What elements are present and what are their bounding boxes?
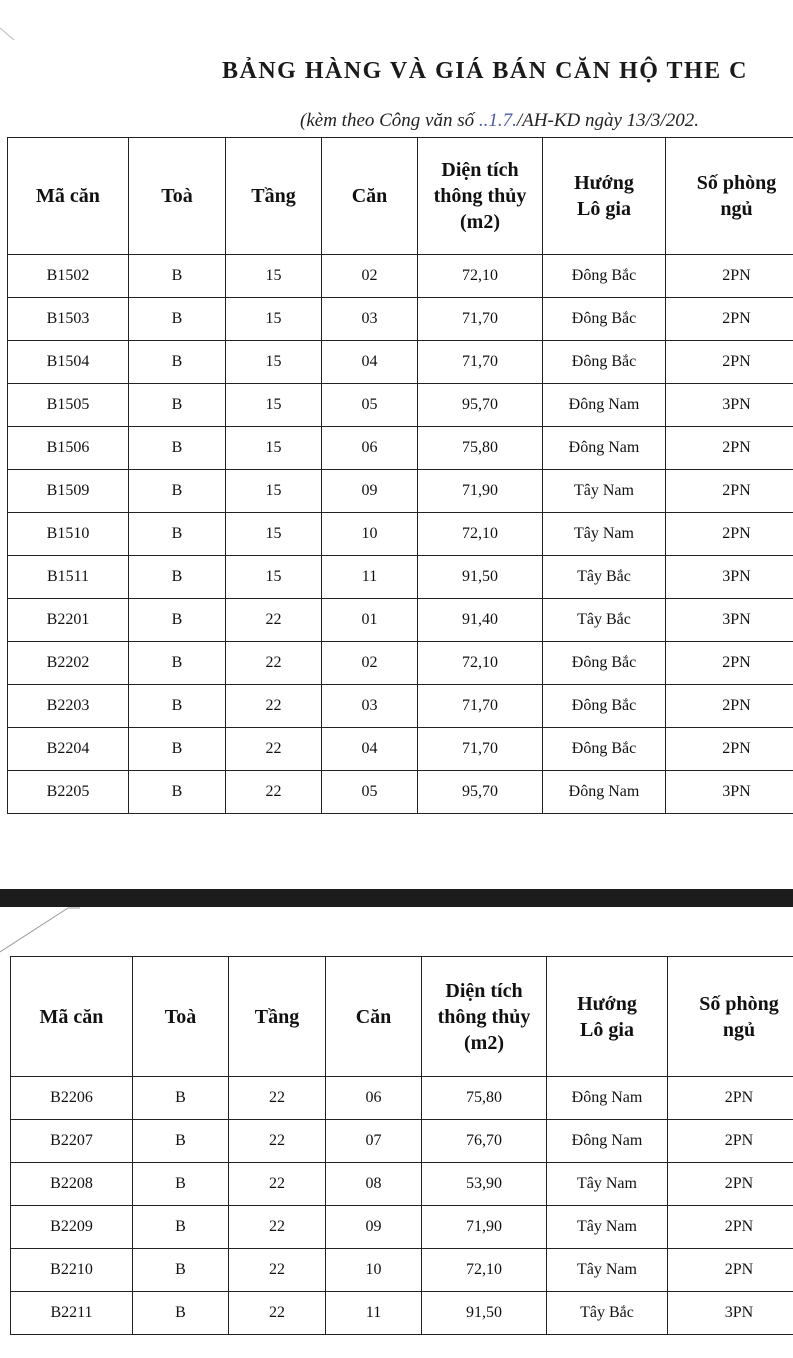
cell-ma-can: B2205 (8, 771, 129, 814)
cell-ma-can: B2210 (11, 1249, 133, 1292)
cell-tang: 15 (226, 556, 322, 599)
header-ma-can (11, 957, 133, 1077)
cell-huong-lo-gia: Đông Nam (547, 1077, 668, 1120)
cell-ma-can: B1511 (8, 556, 129, 599)
header-so-phong-ngu (666, 138, 793, 255)
header-line: Lô gia (577, 198, 631, 220)
table-row (11, 1249, 793, 1292)
cell-so-phong-ngu: 2PN (668, 1077, 793, 1120)
cell-huong-lo-gia: Đông Bắc (543, 685, 666, 728)
table-body (11, 1077, 793, 1335)
cell-ma-can: B1504 (8, 341, 129, 384)
cell-so-phong-ngu: 2PN (666, 427, 793, 470)
cell-so-phong-ngu: 2PN (666, 470, 793, 513)
cell-huong-lo-gia: Tây Nam (543, 470, 666, 513)
cell-dien-tich: 53,90 (422, 1163, 547, 1206)
cell-huong-lo-gia: Đông Bắc (543, 298, 666, 341)
cell-huong-lo-gia: Đông Nam (543, 427, 666, 470)
header-line: Tầng (254, 1005, 300, 1028)
cell-huong-lo-gia: Đông Nam (543, 384, 666, 427)
cell-tang: 15 (226, 513, 322, 556)
header-line: Mã căn (36, 185, 100, 207)
cell-toa: B (129, 642, 226, 685)
table-row (8, 728, 793, 771)
cell-tang: 22 (226, 599, 322, 642)
page-gap (0, 819, 793, 889)
cell-can: 09 (326, 1206, 422, 1249)
table-row (8, 298, 793, 341)
cell-tang: 15 (226, 470, 322, 513)
cell-huong-lo-gia: Tây Nam (547, 1206, 668, 1249)
cell-tang: 22 (229, 1292, 326, 1335)
cell-can: 07 (326, 1120, 422, 1163)
cell-so-phong-ngu: 2PN (668, 1206, 793, 1249)
cell-tang: 22 (226, 685, 322, 728)
cell-toa: B (129, 255, 226, 298)
table-row (8, 771, 793, 814)
table-row (8, 427, 793, 470)
cell-can: 03 (322, 298, 418, 341)
cell-huong-lo-gia: Đông Bắc (543, 341, 666, 384)
cell-so-phong-ngu: 2PN (666, 298, 793, 341)
cell-tang: 22 (226, 728, 322, 771)
cell-toa: B (129, 771, 226, 814)
document-subtitle (300, 110, 699, 132)
cell-ma-can: B1506 (8, 427, 129, 470)
cell-huong-lo-gia: Tây Bắc (543, 556, 666, 599)
header-line: Căn (351, 185, 388, 207)
cell-so-phong-ngu: 2PN (666, 255, 793, 298)
cell-toa: B (133, 1077, 229, 1120)
cell-so-phong-ngu: 2PN (666, 642, 793, 685)
cell-can: 04 (322, 341, 418, 384)
cell-toa: B (129, 427, 226, 470)
cell-can: 05 (322, 384, 418, 427)
cell-ma-can: B2206 (11, 1077, 133, 1120)
cell-toa: B (133, 1206, 229, 1249)
header-line: ngủ (720, 198, 753, 220)
cell-ma-can: B2201 (8, 599, 129, 642)
cell-toa: B (129, 685, 226, 728)
cell-can: 01 (322, 599, 418, 642)
cell-can: 05 (322, 771, 418, 814)
header-line: Căn (355, 1005, 392, 1028)
cell-so-phong-ngu: 2PN (666, 341, 793, 384)
cell-toa: B (133, 1163, 229, 1206)
cell-huong-lo-gia: Tây Nam (543, 513, 666, 556)
header-toa (129, 138, 226, 255)
cell-so-phong-ngu: 2PN (666, 513, 793, 556)
table-row (11, 1292, 793, 1335)
table-row (8, 384, 793, 427)
cell-dien-tich: 75,80 (422, 1077, 547, 1120)
cell-toa: B (129, 384, 226, 427)
cell-can: 02 (322, 642, 418, 685)
table-row (11, 1120, 793, 1163)
cell-dien-tich: 71,90 (422, 1206, 547, 1249)
document-title: BẢNG HÀNG VÀ GIÁ BÁN CĂN HỘ THE C (222, 58, 748, 84)
cell-dien-tich: 71,70 (418, 298, 543, 341)
cell-dien-tich: 76,70 (422, 1120, 547, 1163)
header-tang (226, 138, 322, 255)
header-line: (m2) (464, 1031, 504, 1054)
cell-dien-tich: 72,10 (418, 513, 543, 556)
page-divider (0, 889, 793, 907)
cell-so-phong-ngu: 2PN (666, 685, 793, 728)
cell-dien-tich: 72,10 (418, 642, 543, 685)
cell-can: 10 (326, 1249, 422, 1292)
cell-dien-tich: 91,50 (422, 1292, 547, 1335)
table-row (8, 255, 793, 298)
header-line: thông thủy (437, 1005, 531, 1028)
cell-tang: 22 (229, 1249, 326, 1292)
header-line: Diện tích (441, 159, 519, 181)
table-row (8, 556, 793, 599)
cell-ma-can: B1509 (8, 470, 129, 513)
header-dien-tich (422, 957, 547, 1077)
header-huong-lo-gia (547, 957, 668, 1077)
cell-dien-tich: 91,40 (418, 599, 543, 642)
header-tang (229, 957, 326, 1077)
cell-ma-can: B1505 (8, 384, 129, 427)
cell-dien-tich: 95,70 (418, 771, 543, 814)
table-row (11, 1163, 793, 1206)
cell-toa: B (133, 1120, 229, 1163)
cell-toa: B (129, 599, 226, 642)
table-header-row (11, 957, 793, 1077)
cell-toa: B (129, 341, 226, 384)
cell-huong-lo-gia: Đông Nam (547, 1120, 668, 1163)
cell-can: 06 (326, 1077, 422, 1120)
cell-dien-tich: 75,80 (418, 427, 543, 470)
header-line: Tầng (251, 185, 296, 207)
apartment-table-1 (7, 137, 793, 814)
cell-huong-lo-gia: Tây Nam (547, 1249, 668, 1292)
header-huong-lo-gia (543, 138, 666, 255)
table-row (8, 341, 793, 384)
table-row (8, 685, 793, 728)
cell-so-phong-ngu: 3PN (668, 1292, 793, 1335)
cell-can: 08 (326, 1163, 422, 1206)
table-row (8, 470, 793, 513)
cell-can: 02 (322, 255, 418, 298)
table-row (8, 642, 793, 685)
header-line: Số phòng (699, 992, 779, 1015)
cell-toa: B (129, 556, 226, 599)
page-corner-mark (0, 0, 30, 40)
header-can (322, 138, 418, 255)
header-line: Toà (164, 1005, 197, 1028)
cell-dien-tich: 71,70 (418, 685, 543, 728)
header-can (326, 957, 422, 1077)
cell-tang: 15 (226, 427, 322, 470)
cell-huong-lo-gia: Đông Bắc (543, 728, 666, 771)
cell-dien-tich: 72,10 (422, 1249, 547, 1292)
cell-tang: 15 (226, 298, 322, 341)
cell-dien-tich: 91,50 (418, 556, 543, 599)
header-line: Hướng (577, 992, 637, 1015)
cell-can: 04 (322, 728, 418, 771)
cell-so-phong-ngu: 3PN (666, 771, 793, 814)
cell-ma-can: B2203 (8, 685, 129, 728)
cell-toa: B (129, 728, 226, 771)
cell-huong-lo-gia: Đông Nam (543, 771, 666, 814)
cell-huong-lo-gia: Tây Bắc (547, 1292, 668, 1335)
cell-ma-can: B1503 (8, 298, 129, 341)
cell-can: 06 (322, 427, 418, 470)
cell-ma-can: B2208 (11, 1163, 133, 1206)
table-row (8, 599, 793, 642)
cell-dien-tich: 72,10 (418, 255, 543, 298)
cell-toa: B (133, 1249, 229, 1292)
cell-tang: 15 (226, 384, 322, 427)
cell-ma-can: B1502 (8, 255, 129, 298)
cell-can: 09 (322, 470, 418, 513)
table-header-row (8, 138, 793, 255)
table-body (8, 255, 793, 814)
subtitle-handwritten-number: ..1.7. (478, 110, 517, 131)
table-row (11, 1206, 793, 1249)
cell-ma-can: B2211 (11, 1292, 133, 1335)
cell-tang: 22 (229, 1120, 326, 1163)
cell-toa: B (129, 513, 226, 556)
cell-huong-lo-gia: Tây Nam (547, 1163, 668, 1206)
cell-tang: 22 (229, 1163, 326, 1206)
cell-so-phong-ngu: 2PN (668, 1249, 793, 1292)
header-toa (133, 957, 229, 1077)
cell-huong-lo-gia: Đông Bắc (543, 642, 666, 685)
table-row (11, 1077, 793, 1120)
cell-dien-tich: 71,70 (418, 341, 543, 384)
subtitle-prefix: (kèm theo Công văn số (300, 110, 479, 131)
cell-huong-lo-gia: Đông Bắc (543, 255, 666, 298)
cell-so-phong-ngu: 3PN (666, 384, 793, 427)
cell-can: 11 (322, 556, 418, 599)
cell-dien-tich: 71,70 (418, 728, 543, 771)
header-line: Mã căn (39, 1005, 104, 1028)
cell-can: 11 (326, 1292, 422, 1335)
cell-tang: 22 (229, 1077, 326, 1120)
header-line: (m2) (460, 211, 500, 233)
cell-toa: B (129, 470, 226, 513)
cell-dien-tich: 95,70 (418, 384, 543, 427)
header-line: Toà (161, 185, 193, 207)
header-ma-can (8, 138, 129, 255)
header-so-phong-ngu (668, 957, 793, 1077)
cell-can: 03 (322, 685, 418, 728)
header-line: Lô gia (580, 1018, 634, 1041)
cell-tang: 22 (226, 642, 322, 685)
header-line: Hướng (574, 172, 634, 194)
cell-ma-can: B2202 (8, 642, 129, 685)
cell-tang: 22 (226, 771, 322, 814)
cell-can: 10 (322, 513, 418, 556)
cell-ma-can: B1510 (8, 513, 129, 556)
cell-huong-lo-gia: Tây Bắc (543, 599, 666, 642)
cell-ma-can: B2207 (11, 1120, 133, 1163)
cell-dien-tich: 71,90 (418, 470, 543, 513)
cell-tang: 22 (229, 1206, 326, 1249)
page-fold-line (0, 906, 80, 956)
subtitle-suffix: /AH-KD ngày 13/3/202. (516, 110, 699, 131)
header-line: Số phòng (696, 172, 777, 194)
cell-toa: B (133, 1292, 229, 1335)
cell-so-phong-ngu: 2PN (666, 728, 793, 771)
cell-so-phong-ngu: 3PN (666, 556, 793, 599)
header-dien-tich (418, 138, 543, 255)
header-line: Diện tích (445, 979, 523, 1002)
cell-so-phong-ngu: 2PN (668, 1163, 793, 1206)
table-row (8, 513, 793, 556)
header-line: ngủ (722, 1018, 756, 1041)
apartment-table-2 (10, 956, 793, 1335)
header-line: thông thủy (433, 185, 527, 207)
cell-ma-can: B2209 (11, 1206, 133, 1249)
cell-tang: 15 (226, 255, 322, 298)
cell-tang: 15 (226, 341, 322, 384)
cell-so-phong-ngu: 2PN (668, 1120, 793, 1163)
cell-ma-can: B2204 (8, 728, 129, 771)
cell-toa: B (129, 298, 226, 341)
cell-so-phong-ngu: 3PN (666, 599, 793, 642)
